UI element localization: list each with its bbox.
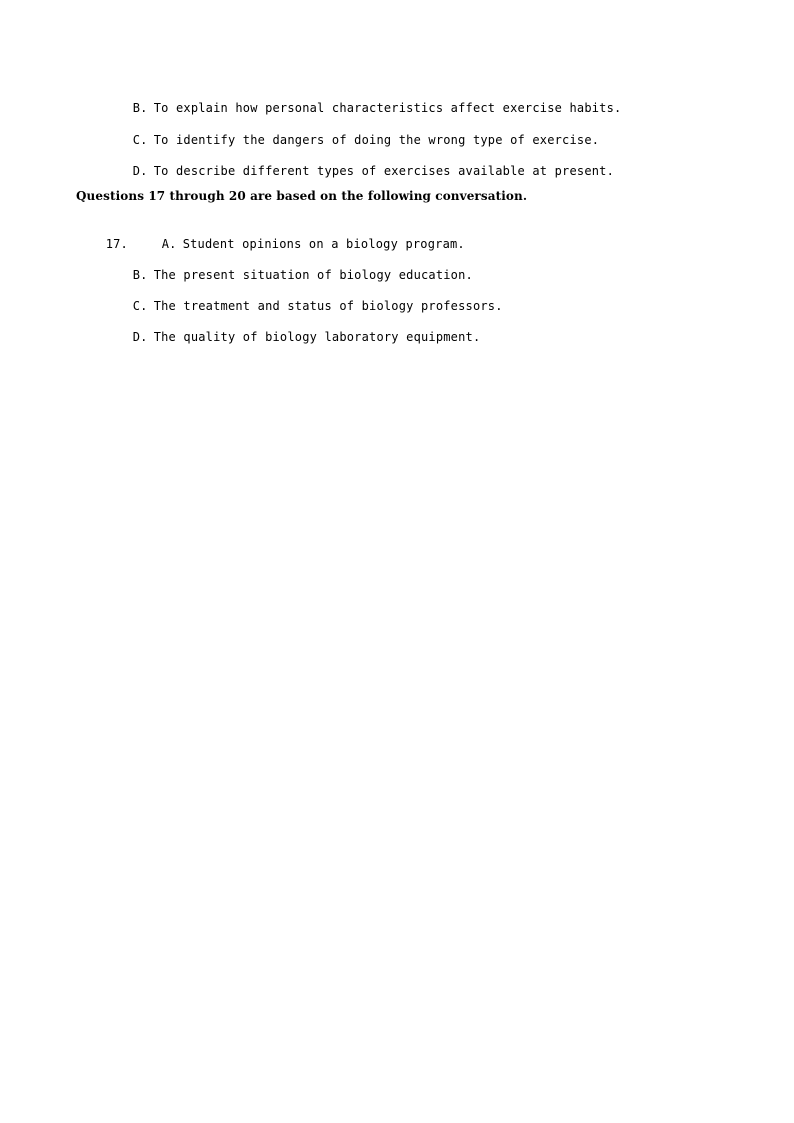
option-letter: B.	[132, 101, 148, 115]
option-text: To identify the dangers of doing the wrong type of exercise.	[153, 133, 600, 147]
option-text: To describe different types of exercises available at present.	[153, 164, 615, 178]
option-text: To explain how personal characteristics affect exercise habits.	[153, 101, 622, 115]
option-letter: A.	[161, 237, 177, 251]
section-heading: Questions 17 through 20 are based on the following conversation.	[76, 189, 528, 203]
option-text: Student opinions on a biology program.	[182, 237, 465, 251]
option-text: The treatment and status of biology professors.	[153, 299, 503, 313]
option-letter: D.	[132, 164, 148, 178]
option-text: The quality of biology laboratory equipment.	[153, 330, 481, 344]
option-letter: C.	[132, 299, 148, 313]
question-17-option-d	[103, 313, 480, 361]
option-text: The present situation of biology education.	[153, 268, 473, 282]
option-letter: D.	[132, 330, 148, 344]
option-letter: C.	[132, 133, 148, 147]
option-letter: B.	[132, 268, 148, 282]
question-number: 17.	[105, 237, 128, 251]
